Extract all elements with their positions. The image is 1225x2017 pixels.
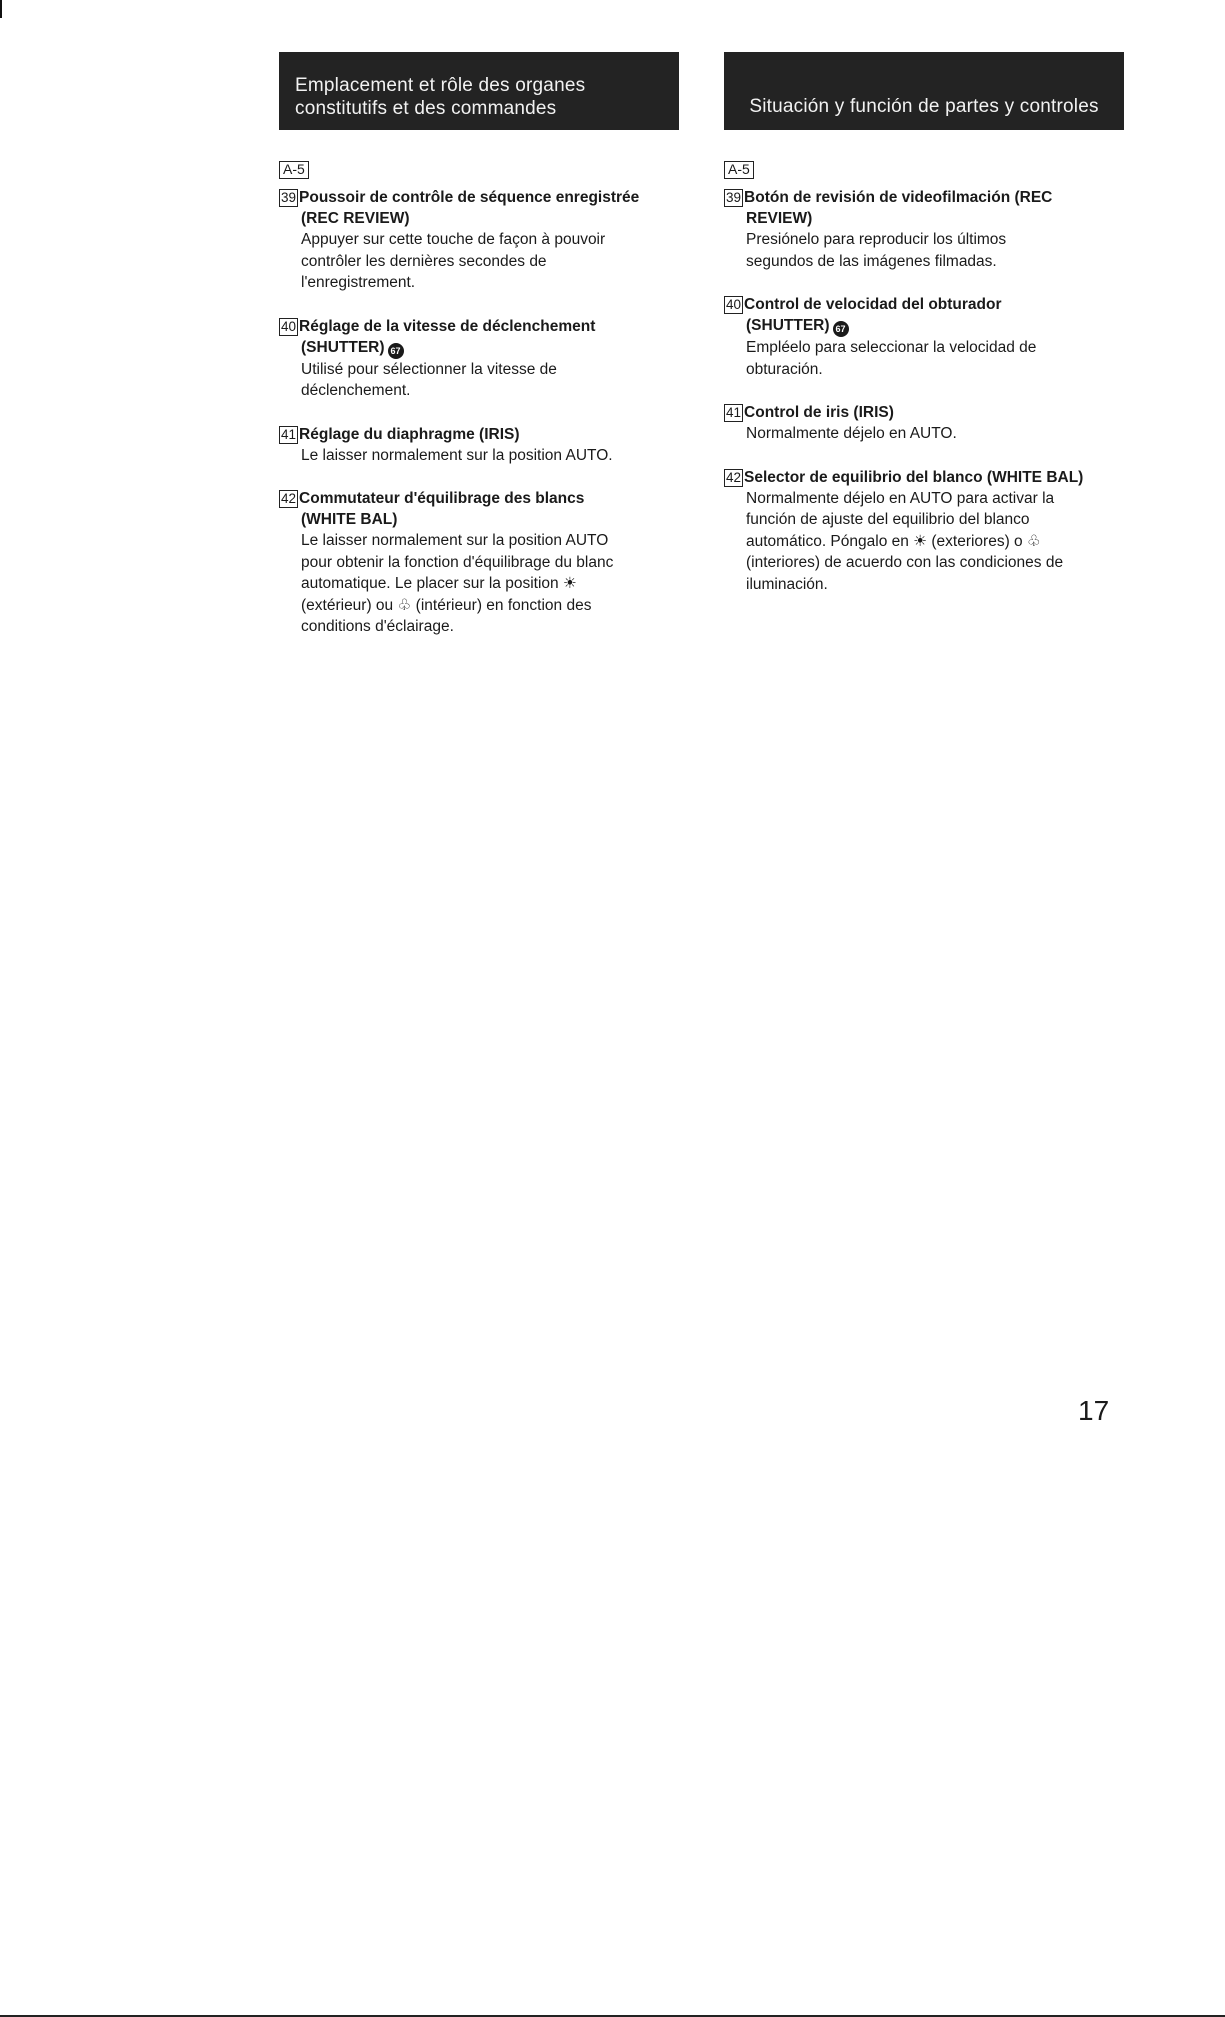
item-title: Réglage du diaphragme (IRIS) [299, 425, 520, 443]
spanish-header-title: Situación y función de partes y controles [749, 96, 1099, 117]
item-title: Selector de equilibrio del blanco (WHITE BAL) [744, 468, 1084, 486]
spanish-item-42 [724, 467, 1124, 596]
item-title-continued-row [724, 315, 1124, 337]
page-reference-badge: 67 [388, 343, 404, 359]
page-reference-badge: 67 [833, 321, 849, 337]
item-number-box: 42 [281, 491, 297, 506]
spanish-header-bar [724, 52, 1124, 130]
item-title-continued: (WHITE BAL) [301, 511, 398, 528]
spanish-column [724, 52, 1124, 595]
french-column [279, 52, 679, 638]
item-title: Control de velocidad del obturador [744, 296, 1002, 313]
spanish-item-41 [724, 402, 1124, 445]
item-title: Commutateur d'équilibrage des blancs [299, 490, 585, 507]
item-description: Appuyer sur cette touche de façon à pouvoir contrôler les dernières secondes de l'enregistrement. [301, 231, 606, 291]
page-edge-mark [0, 0, 2, 18]
french-item-41 [279, 424, 679, 467]
item-number-box: 41 [281, 426, 297, 442]
item-description: Empléelo para seleccionar la velocidad de obturación. [746, 339, 1037, 378]
item-number-box: 42 [726, 469, 742, 485]
item-title-continued: (SHUTTER) [746, 317, 830, 334]
spanish-section-tag: A-5 [724, 161, 754, 179]
spanish-item-40 [724, 294, 1124, 380]
spanish-item-39 [724, 187, 1124, 272]
french-item-39 [279, 187, 679, 294]
item-description: Le laisser normalement sur la position AUTO. [301, 446, 613, 464]
item-title-continued: (REC REVIEW) [301, 210, 410, 227]
french-header-title: Emplacement et rôle des organes constitutifs et des commandes [295, 75, 586, 119]
item-number-box: 41 [726, 405, 742, 420]
item-number-box: 40 [726, 297, 742, 312]
item-title: Poussoir de contrôle de séquence enregistrée [299, 189, 640, 206]
french-section-tag: A-5 [279, 161, 309, 179]
item-description: Utilisé pour sélectionner la vitesse de déclenchement. [301, 360, 557, 399]
item-title-continued-row [279, 337, 679, 359]
item-number-box: 39 [726, 190, 742, 205]
french-header-bar [279, 52, 679, 130]
french-item-40 [279, 316, 679, 402]
item-description: Le laisser normalement sur la position AUTO pour obtenir la fonction d'équilibrage du blanc automatique. Le placer sur la position ☀ (extérieur) ou ♧ (intérieur) en fonction des conditions d'éclairage. [301, 532, 614, 635]
item-title-continued: REVIEW) [746, 210, 813, 227]
item-description: Normalmente déjelo en AUTO. [746, 425, 957, 442]
item-description: Normalmente déjelo en AUTO para activar la función de ajuste del equilibrio del blanco automático. Póngalo en ☀ (exteriores) o ♧ (interiores) de acuerdo con las condiciones de iluminación. [746, 489, 1064, 593]
item-title: Réglage de la vitesse de déclenchement [299, 317, 596, 335]
item-title-continued: (SHUTTER) [301, 338, 385, 356]
item-number-box: 39 [281, 190, 297, 205]
item-title: Control de iris (IRIS) [744, 404, 894, 421]
french-item-42 [279, 488, 679, 638]
page-number: 17 [1078, 1395, 1110, 1426]
item-number-box: 40 [281, 318, 297, 334]
item-title: Botón de revisión de videofilmación (REC [744, 189, 1053, 206]
item-description: Presiónelo para reproducir los últimos segundos de las imágenes filmadas. [746, 231, 1007, 270]
